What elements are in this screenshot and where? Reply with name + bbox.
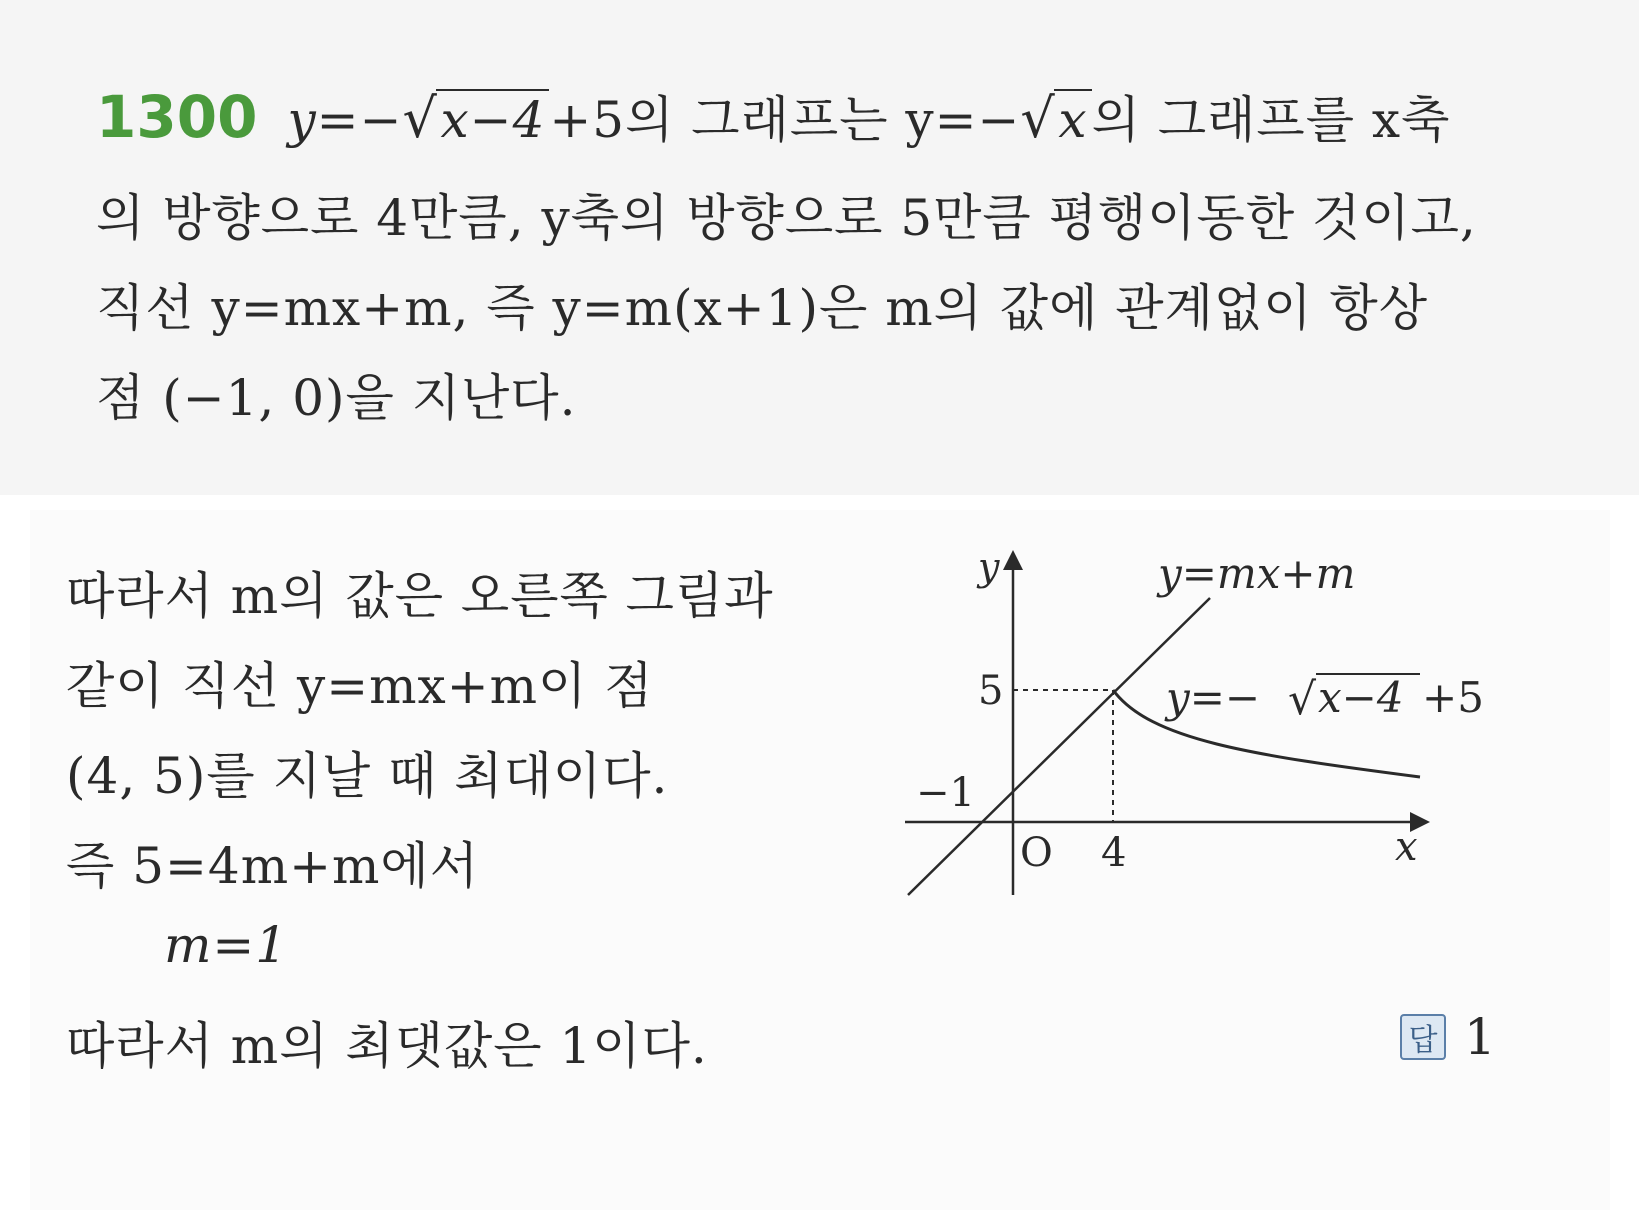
answer-badge: 답 — [1400, 1014, 1446, 1060]
origin-label: O — [1020, 830, 1053, 876]
curve-label-b: x−4 — [1318, 673, 1404, 722]
tick-x-4: 4 — [1101, 830, 1127, 876]
problem-expr-a: y=− — [287, 91, 403, 149]
answer-value: 1 — [1464, 1008, 1496, 1066]
tick-neg-1: −1 — [916, 770, 975, 816]
line-y-mx-m — [908, 598, 1210, 895]
problem-line-4: 점 (−1, 0)을 지난다. — [96, 369, 577, 427]
solution-line-3: (4, 5)를 지날 때 최대이다. — [66, 747, 669, 805]
problem-number: 1300 — [96, 83, 258, 151]
problem-line-2: 의 방향으로 4만큼, y축의 방향으로 5만큼 평행이동한 것이고, — [96, 189, 1477, 247]
radicand-1: x−4 — [436, 89, 549, 149]
line-label: y=mx+m — [1158, 549, 1356, 598]
curve-label-c: +5 — [1422, 673, 1484, 722]
problem-expr-c: +5의 그래프는 y=− — [549, 91, 1021, 149]
solution-line-1: 따라서 m의 값은 오른쪽 그림과 — [66, 567, 774, 625]
solution-line-6: 따라서 m의 최댓값은 1이다. — [66, 1017, 708, 1075]
problem-expr-e: 의 그래프를 x축 — [1091, 91, 1451, 149]
radicand-2: x — [1054, 89, 1091, 149]
sqrt-expr-2: √ x — [1020, 91, 1091, 149]
sqrt-expr-1: √ x−4 — [402, 91, 549, 149]
curve-radical: √ — [1288, 674, 1317, 725]
solution-line-5: m=1 — [164, 916, 289, 974]
curve-label-a: y=− — [1166, 673, 1261, 722]
tick-y-5: 5 — [978, 668, 1004, 714]
solution-line-4: 즉 5=4m+m에서 — [66, 837, 480, 895]
solution-line-2: 같이 직선 y=mx+m이 점 — [66, 657, 654, 715]
y-axis-label: y — [978, 545, 1000, 589]
problem-line-3: 직선 y=mx+m, 즉 y=m(x+1)은 m의 값에 관계없이 항상 — [96, 279, 1428, 337]
x-axis-label: x — [1395, 824, 1418, 870]
